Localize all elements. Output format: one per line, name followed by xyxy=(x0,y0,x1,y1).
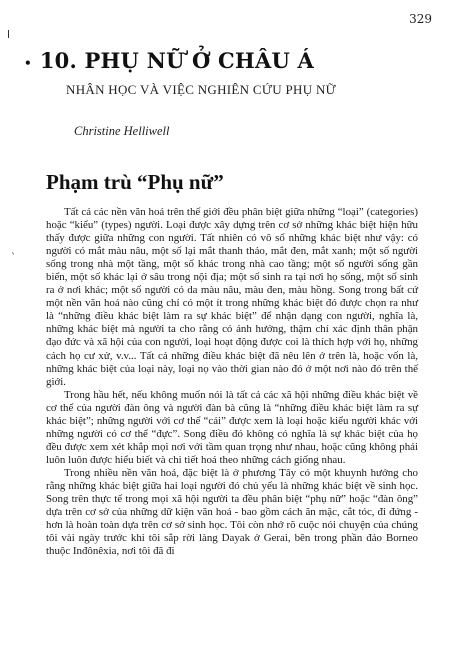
bullet-icon: • xyxy=(24,55,32,70)
paragraph: Tất cả các nền văn hoá trên thế giới đều phân biệt giữa những “loại” (categories) hoặc “kiểu” (types) người. Loại được xây dựng trên cơ sở những khác biệt hiện hữu thấy được giữa những con người. Tất nhiên có vô số những khác biệt như vậy: có người có mắt màu nâu, một số lại mắt thanh thảo, mắt đen, mắt xanh; một số người sống trong nhà một tầng, một số khác trong nhà cao tầng; một số người sống gần biển, một số khác lại ở sâu trong nội địa; một số sinh ra tại nơi họ sống, một số sinh ra ở nơi khác; một số người có da màu nâu, màu đen, màu hồng. Song trong bất cứ một nền văn hoá nào cũng chỉ có một ít trong những khác biệt đó được chọn ra như là “những điều khác biệt làm ra sự khác biệt” để nhận dạng con người, nghĩa là, những khác biệt mà người ta cho rằng có ảnh hưởng, thậm chí xác định thân phận đạo đức và xã hội của con người, loại hoạt động được coi là thích hợp với họ, những cách họ cư xử, v.v... Tất cả những điều khác biệt đã nêu lên ở trên là, hoặc vốn là, những khác biệt của loại này, loại nọ vào thời gian nào đó ở một nơi nào đó trên thế giới. xyxy=(46,206,418,388)
page-number: 329 xyxy=(409,12,432,26)
margin-mark xyxy=(8,30,9,38)
paragraph: Trong nhiều nền văn hoá, đặc biệt là ở phương Tây có một khuynh hướng cho rằng những khác biệt giữa hai loại người đó chủ yếu là những khác biệt về sinh học. Song trên thực tế trong mọi xã hội người ta đều phân biệt “phụ nữ” hoặc “đàn ông” dựa trên cơ sở của những dữ kiện văn hoá - bao gồm cách ăn mặc, cắt tóc, đi đứng - hơn là hoàn toàn dựa trên cơ sở sinh học. Tôi còn nhớ rõ cuộc nói chuyện của chúng tôi vài ngày trước khi tôi sắp rời làng Dayak ở Gerai, bên trong phần đảo Borneo thuộc Inđônêxia, nơi tôi đã đi xyxy=(46,466,418,558)
author-name: Christine Helliwell xyxy=(74,124,170,138)
margin-mark: ˋ xyxy=(11,253,16,264)
body-text xyxy=(46,206,418,558)
section-heading: Phạm trù “Phụ nữ” xyxy=(46,170,224,194)
chapter-subtitle: NHÂN HỌC VÀ VIỆC NGHIÊN CỨU PHỤ NỮ xyxy=(66,82,337,97)
paragraph: Trong hầu hết, nếu không muốn nói là tất cả các xã hội những điều khác biệt về cơ thể của người đàn ông và người đàn bà cũng là “những điều khác biệt làm ra sự khác biệt”; những người với cơ thể “cái” được xem là loại hoặc kiểu người khác với những người có cơ thể “đực”. Song điều đó không có nghĩa là sự khác biệt của họ đều được xem xét khắp mọi nơi với tầm quan trọng như nhau, hoặc cũng không phải luôn luôn được hiểu biết và chi tiết hoá theo những cách giống nhau. xyxy=(46,388,418,466)
chapter-title xyxy=(24,48,314,73)
chapter-title-text: 10. PHỤ NỮ Ở CHÂU Á xyxy=(39,48,314,73)
